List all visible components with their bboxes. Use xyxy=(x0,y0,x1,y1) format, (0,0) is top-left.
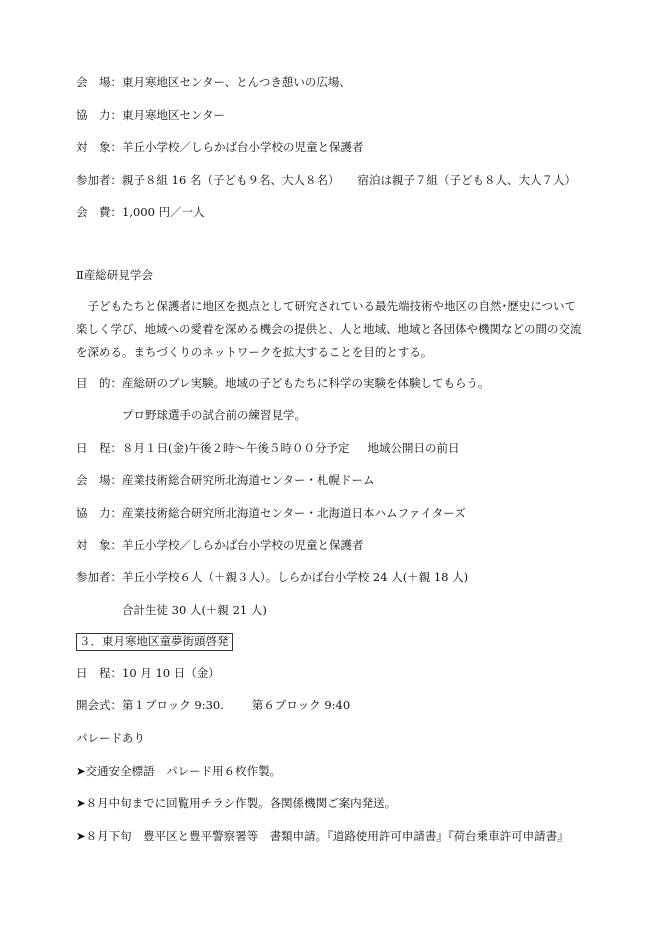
opening-block-1: 開会式：第１ブロック 9:30. xyxy=(76,698,224,712)
paragraph-line: 楽しく学び、地域への愛着を深める機会の提供と、人と地域、地域と各団体や機関などの間の交流 xyxy=(76,322,582,336)
cooperation-line: 協 力：産業技術総合研究所北海道センター・北海道日本ハムファイターズ xyxy=(76,506,466,520)
paragraph-line: 子どもたちと保護者に地区を拠点として研究されている最先端技術や地区の自然･歴史について xyxy=(76,299,577,313)
date-line: 日 程：10 月 10 日（金） xyxy=(76,666,220,680)
cooperation-line: 協 力：東月寒地区センター xyxy=(76,108,226,122)
target-line: 対 象：羊丘小学校／しらかば台小学校の児童と保護者 xyxy=(76,140,364,154)
opening-line xyxy=(76,700,350,712)
schedule-note: 地域公開日の前日 xyxy=(367,441,460,455)
venue-line: 会 場：産業技術総合研究所北海道センター・札幌ドーム xyxy=(76,473,375,487)
boxed-section-heading: ３．東月寒地区童夢街頭啓発 xyxy=(76,633,233,651)
opening-block-6: 第６ブロック 9:40 xyxy=(251,698,351,712)
section-heading xyxy=(76,633,233,651)
participants-total: 合計生徒 30 人(＋親 21 人) xyxy=(122,603,267,617)
fee-line: 会 費：1,000 円／一人 xyxy=(76,205,205,219)
paragraph-line: を深める。まちづくりのネットワークを拡大することを目的とする。 xyxy=(76,345,433,359)
participants-count: 参加者：親子８組 16 名（子ども９名、大人８名） xyxy=(76,173,340,187)
bullet-item: ➤８月中旬までに回覧用チラシ作製。各関係機関ご案内発送。 xyxy=(76,796,397,810)
bullet-item: ➤８月下旬 豊平区と豊平警察署等 書類申請。『道路使用許可申請書』『荷台乗車許可申請書』 xyxy=(76,829,569,843)
participants-line xyxy=(76,175,576,187)
parade-line: パレードあり xyxy=(76,731,145,745)
bullet-item: ➤交通安全標語 パレード用６枚作製。 xyxy=(76,764,282,778)
lodging-note: 宿泊は親子７組（子ども８人、大人７人） xyxy=(357,173,576,187)
purpose-line: 目 的：産総研のプレ実験。地域の子どもたちに科学の実験を体験してもらう。 xyxy=(76,376,490,390)
venue-line: 会 場：東月寒地区センター、とんつき憩いの広場、 xyxy=(76,75,351,89)
purpose-continuation: プロ野球選手の試合前の練習見学。 xyxy=(122,408,306,422)
section-heading: Ⅱ産総研見学会 xyxy=(76,268,153,282)
participants-line: 参加者：羊丘小学校６人（＋親３人）。しらかば台小学校 24 人(＋親 18 人) xyxy=(76,570,469,584)
schedule-line xyxy=(76,443,459,455)
schedule-time: 日 程：８月１日(金)午後２時～午後５時００分予定 xyxy=(76,441,350,455)
target-line: 対 象：羊丘小学校／しらかば台小学校の児童と保護者 xyxy=(76,538,364,552)
